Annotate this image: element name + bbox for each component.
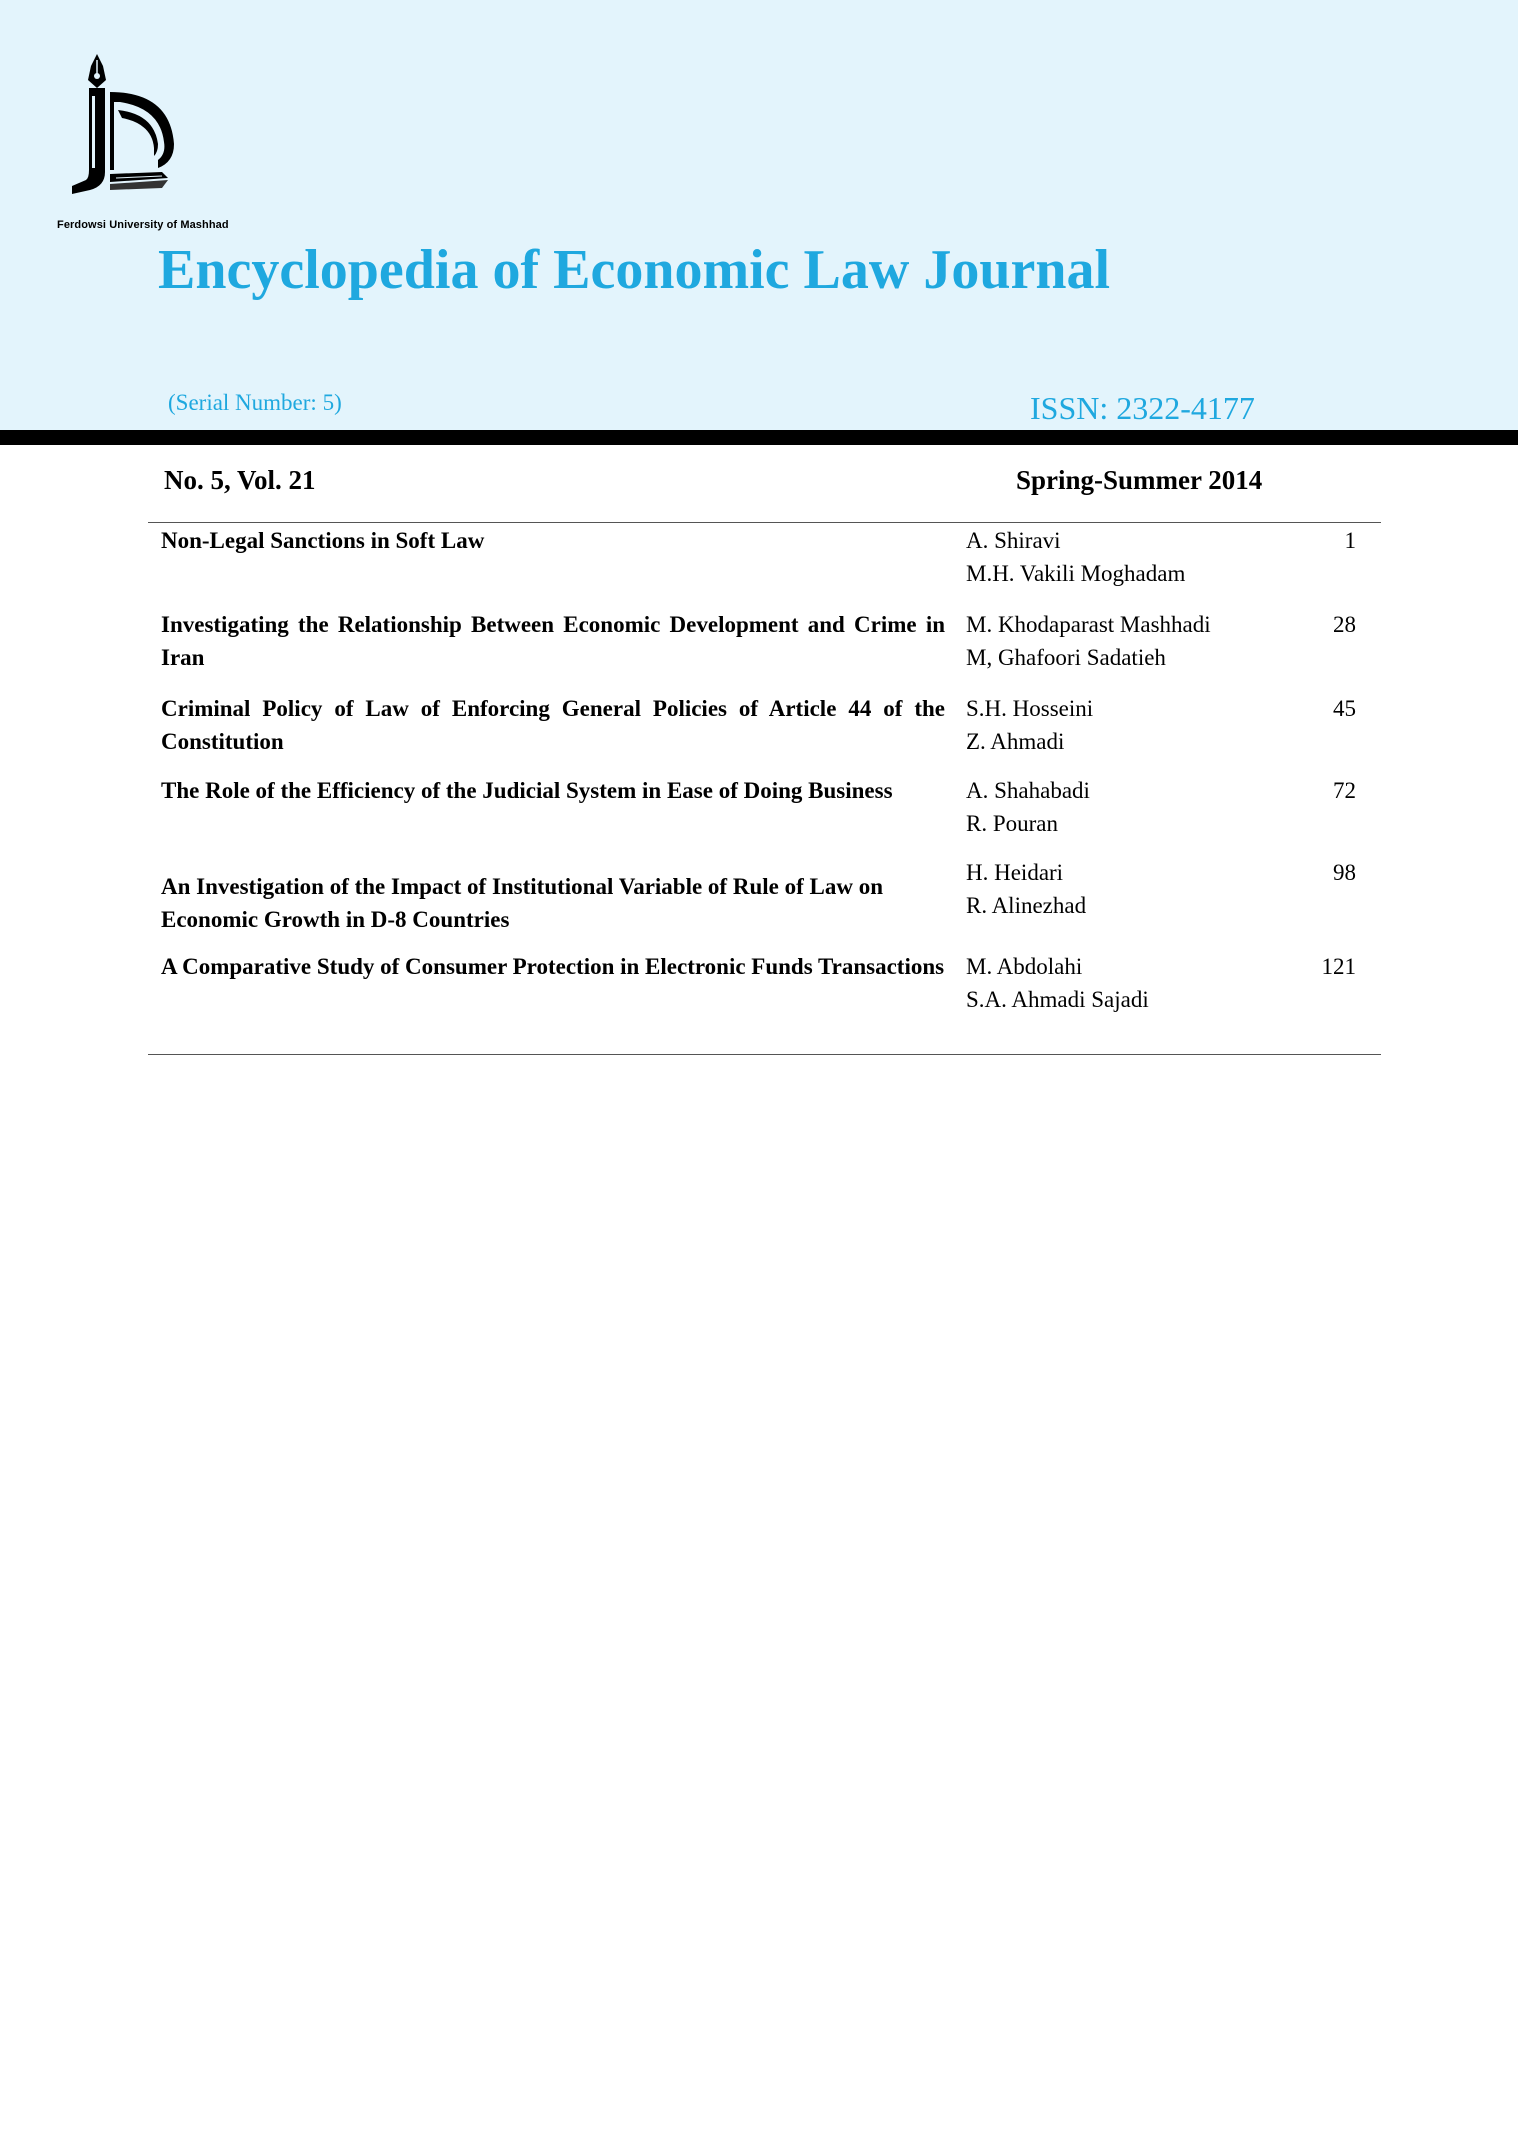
author: A. Shiravi: [966, 528, 1061, 553]
author: M. Abdolahi: [966, 954, 1083, 979]
author: M. Khodaparast Mashhadi: [966, 612, 1211, 637]
author: M, Ghafoori Sadatieh: [966, 645, 1166, 670]
article-page: 45: [1333, 696, 1356, 721]
article-page: 121: [1321, 954, 1356, 979]
author: Z. Ahmadi: [966, 729, 1065, 754]
article-title[interactable]: Non-Legal Sanctions in Soft Law: [161, 528, 485, 553]
article-title[interactable]: The Role of the Efficiency of the Judicial System in Ease of Doing Business: [161, 778, 893, 803]
article-authors: [966, 950, 1266, 1016]
author: R. Alinezhad: [966, 893, 1087, 918]
serial-number: (Serial Number: 5): [168, 390, 342, 415]
university-logo-icon: [62, 52, 202, 202]
article-authors: [966, 692, 1266, 758]
article-page: 28: [1333, 612, 1356, 637]
article-authors: [966, 608, 1266, 674]
issn: ISSN: 2322-4177: [1030, 390, 1255, 426]
issue-number-volume: No. 5, Vol. 21: [164, 465, 316, 495]
author: S.H. Hosseini: [966, 696, 1094, 721]
journal-title: Encyclopedia of Economic Law Journal: [158, 239, 1111, 301]
toc-bottom-rule: [148, 1054, 1381, 1055]
article-authors: [966, 774, 1266, 840]
toc-top-rule: [148, 522, 1381, 523]
author: R. Pouran: [966, 811, 1058, 836]
article-title[interactable]: Criminal Policy of Law of Enforcing General Policies of Article 44 of the Constitution: [161, 696, 945, 754]
article-authors: [966, 856, 1266, 922]
author: H. Heidari: [966, 860, 1064, 885]
author: A. Shahabadi: [966, 778, 1090, 803]
header-band: [0, 0, 1518, 432]
author: M.H. Vakili Moghadam: [966, 561, 1186, 586]
article-page: 98: [1333, 860, 1356, 885]
issue-season: Spring-Summer 2014: [1016, 465, 1263, 495]
article-page: 72: [1333, 778, 1356, 803]
article-page: 1: [1344, 528, 1356, 553]
university-name: Ferdowsi University of Mashhad: [57, 219, 229, 231]
article-authors: [966, 524, 1266, 590]
article-title[interactable]: A Comparative Study of Consumer Protection in Electronic Funds Transactions: [161, 954, 945, 979]
header-divider: [0, 430, 1518, 445]
article-title[interactable]: An Investigation of the Impact of Institutional Variable of Rule of Law on Economic Growth in D-8 Countries: [161, 874, 883, 932]
author: S.A. Ahmadi Sajadi: [966, 987, 1149, 1012]
article-title[interactable]: Investigating the Relationship Between Economic Development and Crime in Iran: [161, 612, 945, 670]
